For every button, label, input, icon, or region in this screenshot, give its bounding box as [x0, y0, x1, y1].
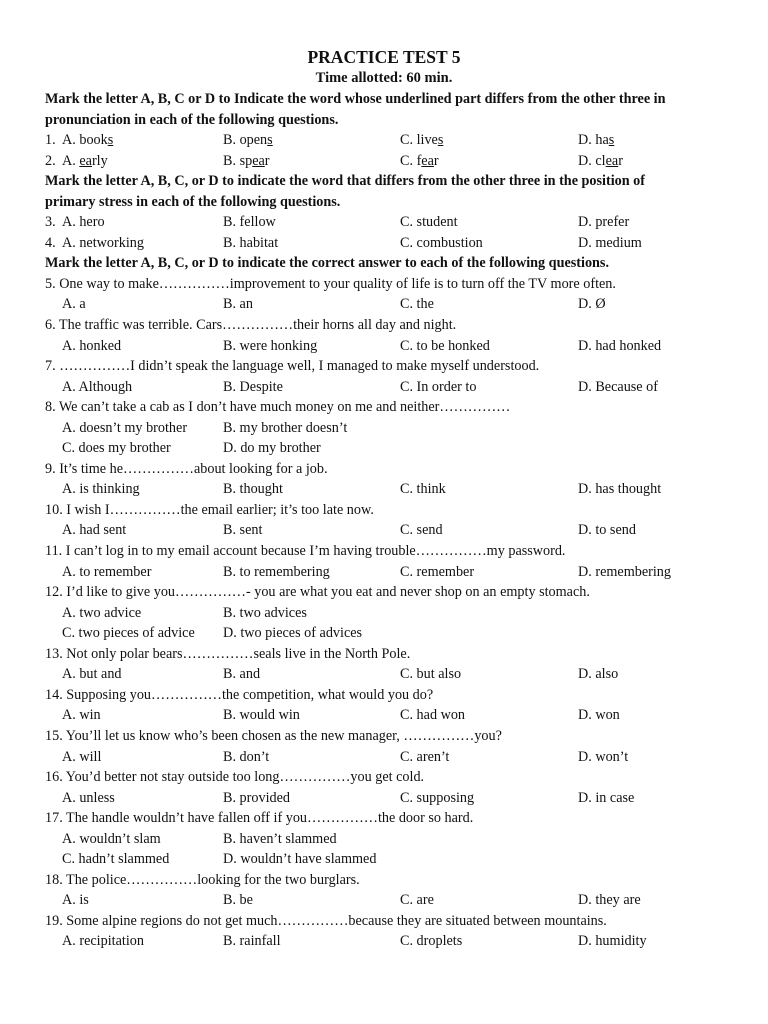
option-text: book: [79, 132, 108, 149]
answer-option: D. prefer: [578, 214, 630, 231]
question-stem: 7. ……………I didn’t speak the language well, I managed to make myself understood.: [45, 358, 540, 375]
options-row: [45, 418, 725, 439]
answer-option: B. fellow: [223, 214, 276, 231]
answer-option: B. rainfall: [223, 933, 281, 950]
answer-option: A. had sent: [62, 522, 127, 539]
question-number: 3.: [45, 214, 56, 231]
options-row: [45, 931, 725, 952]
underlined-part: ea: [605, 152, 619, 169]
section-instruction: Mark the letter A, B, C or D to Indicate the word whose underlined part differs from the other three in: [45, 91, 666, 107]
underlined-part: s: [608, 132, 615, 149]
options-row: [45, 623, 725, 644]
question-row: [45, 130, 725, 151]
question-stem: 5. One way to make……………improvement to your quality of life is to turn off the TV more often.: [45, 275, 616, 292]
answer-option: D. Because of: [578, 378, 658, 395]
answer-option: C. send: [400, 522, 443, 539]
option-text: live: [416, 132, 438, 149]
answer-option: [62, 151, 108, 172]
answer-option: B. to remembering: [223, 563, 330, 580]
question-row: [45, 151, 725, 172]
question-stem: 15. You’ll let us know who’s been chosen as the new manager, ……………you?: [45, 727, 502, 744]
answer-option: B. two advices: [223, 604, 307, 621]
answer-option: A. but and: [62, 666, 122, 683]
answer-option: C. does my brother: [62, 440, 171, 457]
answer-option: A. is thinking: [62, 481, 140, 498]
section-instruction: Mark the letter A, B, C, or D to indicate the correct answer to each of the following questions.: [45, 255, 609, 272]
underlined-part: ea: [252, 152, 265, 169]
section-instruction: pronunciation in each of the following questions.: [45, 111, 339, 128]
option-letter: D.: [578, 132, 592, 149]
answer-option: D. remembering: [578, 563, 671, 580]
answer-option: C. aren’t: [400, 748, 450, 765]
question-stem: 18. The police……………looking for the two burglars.: [45, 871, 360, 888]
page-title: PRACTICE TEST 5: [307, 47, 461, 67]
answer-option: B. were honking: [223, 337, 318, 354]
answer-option: D. had honked: [578, 337, 662, 354]
answer-option: D. won’t: [578, 748, 629, 765]
answer-option: C. think: [400, 481, 446, 498]
answer-option: C. combustion: [400, 234, 483, 251]
section-instruction: primary stress in each of the following questions.: [45, 193, 341, 210]
answer-option: [223, 130, 273, 151]
underlined-part: s: [437, 132, 444, 149]
options-row: [45, 890, 725, 911]
options-row: [45, 336, 725, 357]
answer-option: B. would win: [223, 707, 300, 724]
answer-option: B. sent: [223, 522, 263, 539]
answer-option: C. to be honked: [400, 337, 490, 354]
answer-option: C. are: [400, 892, 434, 909]
question-stem: 9. It’s time he……………about looking for a job.: [45, 460, 328, 477]
option-letter: C.: [400, 152, 414, 169]
options-row: [45, 788, 725, 809]
option-letter: D.: [578, 152, 592, 169]
answer-option: C. two pieces of advice: [62, 625, 195, 642]
option-text: rly: [91, 152, 108, 169]
test-content: [45, 89, 725, 952]
answer-option: D. to send: [578, 522, 636, 539]
option-letter: A.: [62, 152, 76, 169]
option-text: r: [618, 152, 623, 169]
answer-option: A. networking: [62, 234, 144, 251]
answer-option: [400, 151, 439, 172]
option-text: ha: [595, 132, 609, 149]
option-text: r: [264, 152, 270, 169]
option-text: r: [433, 152, 439, 169]
answer-option: C. but also: [400, 666, 462, 683]
answer-option: D. Ø: [578, 296, 606, 313]
section-instruction: Mark the letter A, B, C, or D to indicate the word that differs from the other three in the position of: [45, 173, 645, 190]
option-text: cl: [595, 152, 606, 169]
answer-option: A. doesn’t my brother: [62, 419, 188, 436]
answer-option: [62, 130, 113, 151]
answer-option: C. droplets: [400, 933, 463, 950]
question-number: 4.: [45, 234, 56, 251]
option-letter: B.: [223, 132, 237, 149]
answer-option: A. hero: [62, 214, 105, 231]
question-stem: 12. I’d like to give you……………- you are what you eat and never shop on an empty stomach.: [45, 584, 590, 601]
answer-option: A. honked: [62, 337, 122, 354]
answer-option: B. don’t: [223, 748, 270, 765]
answer-option: [223, 151, 270, 172]
underlined-part: ea: [421, 152, 434, 169]
question-number: 2.: [45, 152, 56, 169]
options-row: [45, 294, 725, 315]
answer-option: C. had won: [400, 707, 466, 724]
option-text: f: [416, 152, 422, 169]
answer-option: [578, 151, 623, 172]
answer-option: C. the: [400, 296, 434, 313]
question-stem: 6. The traffic was terrible. Cars……………their horns all day and night.: [45, 317, 457, 334]
answer-option: B. and: [223, 666, 261, 683]
answer-option: A. win: [62, 707, 101, 724]
answer-option: D. wouldn’t have slammed: [223, 851, 377, 868]
answer-option: [400, 130, 443, 151]
question-number: 1.: [45, 132, 56, 149]
question-stem: 8. We can’t take a cab as I don’t have much money on me and neither……………: [45, 399, 511, 416]
options-row: [45, 603, 725, 624]
options-row: [45, 849, 725, 870]
options-row: [45, 520, 725, 541]
question-stem: 14. Supposing you……………the competition, what would you do?: [45, 686, 434, 703]
answer-option: B. haven’t slammed: [223, 830, 337, 847]
options-row: [45, 829, 725, 850]
question-stem: 16. You’d better not stay outside too long……………you get cold.: [45, 769, 425, 786]
answer-option: [578, 130, 614, 151]
answer-option: A. Although: [62, 378, 133, 395]
answer-option: A. wouldn’t slam: [62, 830, 161, 847]
options-row: [45, 747, 725, 768]
answer-option: A. unless: [62, 789, 115, 806]
options-row: [45, 479, 725, 500]
answer-option: C. In order to: [400, 378, 477, 395]
options-row: [45, 438, 725, 459]
answer-option: B. Despite: [223, 378, 283, 395]
answer-option: B. an: [223, 296, 253, 313]
answer-option: A. will: [62, 748, 102, 765]
question-stem: 11. I can’t log in to my email account because I’m having trouble……………my password.: [45, 543, 566, 560]
answer-option: A. two advice: [62, 604, 142, 621]
options-row: [45, 664, 725, 685]
answer-option: A. recipitation: [62, 933, 144, 950]
question-stem: 10. I wish I……………the email earlier; it’s too late now.: [45, 501, 374, 518]
answer-option: C. hadn’t slammed: [62, 851, 170, 868]
answer-option: D. in case: [578, 789, 635, 806]
option-letter: B.: [223, 152, 237, 169]
answer-option: B. thought: [223, 481, 283, 498]
question-row: [45, 233, 725, 254]
answer-option: D. they are: [578, 892, 641, 909]
answer-option: B. habitat: [223, 234, 279, 251]
answer-option: D. two pieces of advices: [223, 625, 363, 642]
question-stem: 19. Some alpine regions do not get much……………because they are situated between mountains.: [45, 912, 607, 929]
underlined-part: ea: [79, 152, 92, 169]
underlined-part: s: [107, 132, 114, 149]
answer-option: D. medium: [578, 234, 642, 251]
option-text: open: [239, 132, 268, 149]
answer-option: B. be: [223, 892, 253, 909]
question-stem: 17. The handle wouldn’t have fallen off if you……………the door so hard.: [45, 810, 474, 827]
answer-option: B. provided: [223, 789, 290, 806]
option-letter: A.: [62, 132, 76, 149]
answer-option: D. humidity: [578, 933, 647, 950]
options-row: [45, 377, 725, 398]
underlined-part: s: [267, 132, 273, 149]
answer-option: C. remember: [400, 563, 475, 580]
answer-option: A. a: [62, 296, 86, 313]
time-allotted: Time allotted: 60 min.: [315, 70, 453, 86]
answer-option: D. do my brother: [223, 440, 321, 457]
answer-option: D. won: [578, 707, 620, 724]
answer-option: A. to remember: [62, 563, 152, 580]
question-stem: 13. Not only polar bears……………seals live in the North Pole.: [45, 645, 411, 662]
options-row: [45, 705, 725, 726]
answer-option: A. is: [62, 892, 89, 909]
answer-option: C. supposing: [400, 789, 475, 806]
answer-option: D. has thought: [578, 481, 662, 498]
question-row: [45, 212, 725, 233]
option-letter: C.: [400, 132, 414, 149]
answer-option: C. student: [400, 214, 458, 231]
options-row: [45, 562, 725, 583]
answer-option: B. my brother doesn’t: [223, 419, 348, 436]
answer-option: D. also: [578, 666, 619, 683]
option-text: sp: [239, 152, 253, 169]
